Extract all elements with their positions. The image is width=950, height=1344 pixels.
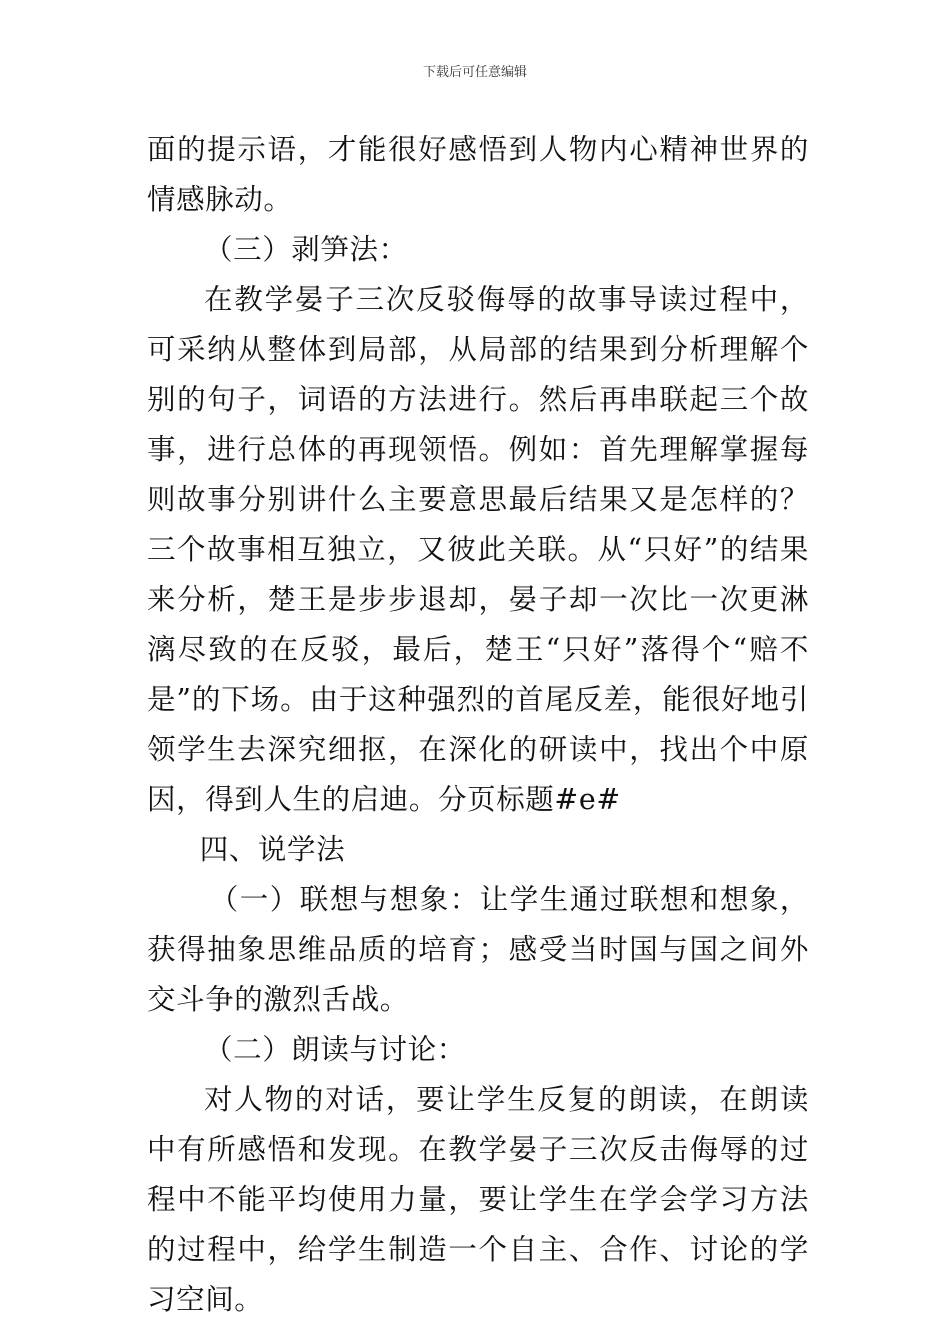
section-heading-learning-methods: 四、说学法 [199, 833, 346, 866]
paragraph-association-imagination: （一）联想与想象：让学生通过联想和想象，获得抽象思维品质的培育；感受当时国与国之间外交斗争的激烈舌战。 [147, 883, 809, 1016]
section-heading-reading-discussion: （二）朗读与讨论： [204, 1033, 466, 1066]
paragraph-reading-discussion: 对人物的对话，要让学生反复的朗读，在朗读中有所感悟和发现。在教学晏子三次反击侮辱的过程中不能平均使用力量，要让学生在学会学习方法的过程中，给学生制造一个自主、合作、讨论的学习空间。 [147, 1083, 809, 1316]
document-body [147, 125, 809, 1325]
section-heading-peel-method: （三）剥笋法： [204, 233, 408, 266]
page-header: 下载后可任意编辑 [422, 65, 527, 80]
paragraph-continuation: 面的提示语，才能很好感悟到人物内心精神世界的情感脉动。 [147, 133, 809, 216]
paragraph-peel-method: 在教学晏子三次反驳侮辱的故事导读过程中，可采纳从整体到局部，从局部的结果到分析理解个别的句子，词语的方法进行。然后再串联起三个故事，进行总体的再现领悟。例如：首先理解掌握每则故事分别讲什么主要意思最后结果又是怎样的？三个故事相互独立，又彼此关联。从“只好”的结果来分析，楚王是步步退却，晏子却一次比一次更淋漓尽致的在反驳，最后，楚王“只好”落得个“赔不是”的下场。由于这种强烈的首尾反差，能很好地引领学生去深究细抠，在深化的研读中，找出个中原因，得到人生的启迪。分页标题#e# [147, 283, 809, 816]
